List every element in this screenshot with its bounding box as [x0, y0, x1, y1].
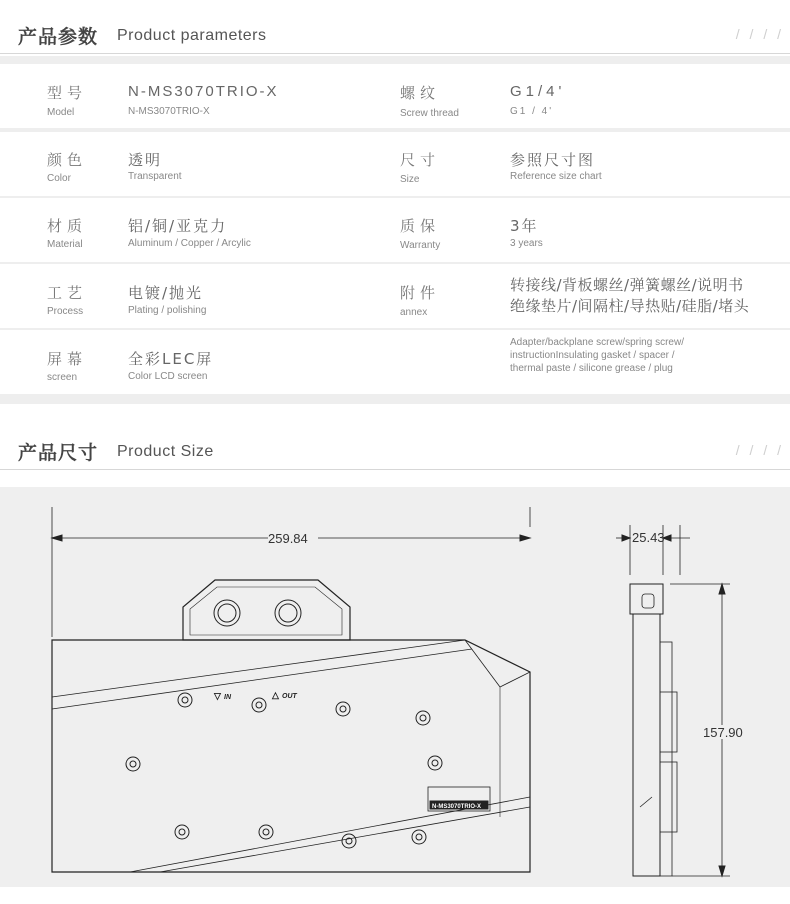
port-out-inner — [279, 604, 297, 622]
screen-label-zh: 屏幕 — [47, 350, 88, 368]
model-value-sub: N-MS3070TRIO-X — [128, 106, 210, 117]
side-port — [642, 594, 654, 608]
accent-line — [52, 640, 465, 697]
material-label-zh: 材质 — [47, 217, 88, 235]
annex-value-en-3: thermal paste / silicone grease / plug — [510, 363, 673, 374]
size-value-zh: 参照尺寸图 — [510, 151, 596, 169]
width-label: 259.84 — [268, 531, 308, 546]
thread-label-zh: 螺纹 — [400, 84, 441, 102]
color-value-en: Transparent — [128, 171, 182, 182]
nameplate-text: N-MS3070TRIO-X — [432, 804, 482, 810]
arrowhead — [719, 584, 725, 594]
height-label: 157.90 — [703, 725, 743, 740]
side-terminal — [630, 584, 663, 614]
model-value: N-MS3070TRIO-X — [128, 83, 279, 100]
terminal-inner — [190, 587, 342, 635]
warranty-value-en: 3 years — [510, 238, 543, 249]
process-label-en: Process — [47, 306, 84, 317]
color-value-zh: 透明 — [128, 151, 163, 169]
out-marker-icon: △ — [272, 690, 279, 700]
color-label-zh: 颜色 — [47, 151, 88, 169]
model-label-zh: 型号 — [47, 84, 88, 102]
side-gpu — [660, 642, 672, 876]
material-value-zh: 铝/铜/亚克力 — [128, 217, 228, 235]
screen-value-zh: 全彩LEC屏 — [128, 350, 214, 368]
annex-label-en: annex — [400, 307, 428, 318]
side-fitting — [660, 692, 677, 752]
thread-value-sub: G1 / 4' — [510, 106, 554, 117]
warranty-value-zh: 3年 — [510, 217, 539, 235]
side-fitting — [660, 762, 677, 832]
params-section-header — [0, 14, 790, 54]
params-title-zh: 产品参数 — [18, 26, 99, 48]
dimension-drawing — [0, 487, 790, 887]
accent-line — [500, 672, 530, 687]
color-label-en: Color — [47, 173, 71, 184]
screw-holes — [126, 693, 442, 848]
param-row-color — [0, 132, 790, 196]
process-value-en: Plating / polishing — [128, 305, 207, 316]
params-title-en: Product parameters — [117, 27, 267, 44]
arrowhead — [52, 535, 62, 541]
size-label-en: Size — [400, 174, 420, 185]
param-row-model — [0, 64, 790, 128]
thread-value: G1/4' — [510, 83, 566, 100]
param-row-material — [0, 198, 790, 262]
divider — [0, 469, 790, 470]
accent-line — [465, 640, 500, 687]
warranty-label-en: Warranty — [400, 240, 441, 251]
annex-value-en-2: instructionInsulating gasket / spacer / — [510, 350, 675, 361]
screen-value-en: Color LCD screen — [128, 371, 208, 382]
decorative-slashes: / / / / — [735, 442, 784, 458]
divider — [0, 53, 790, 54]
model-label-en: Model — [47, 107, 75, 118]
thread-label-en: Screw thread — [400, 108, 459, 119]
arrowhead — [719, 866, 725, 876]
size-label-zh: 尺寸 — [400, 151, 441, 169]
arrowhead — [622, 535, 630, 541]
in-marker-icon: ▽ — [214, 691, 221, 701]
screen-label-en: screen — [47, 372, 78, 383]
size-value-en: Reference size chart — [510, 171, 602, 182]
arrowhead — [520, 535, 530, 541]
side-block — [633, 614, 660, 876]
size-title-en: Product Size — [117, 443, 214, 460]
annex-label-zh: 附件 — [400, 284, 441, 302]
terminal-outline — [183, 580, 350, 640]
size-section-header — [0, 430, 790, 470]
thickness-label: 25.43 — [632, 530, 665, 545]
annex-value-en-1: Adapter/backplane screw/spring screw/ — [510, 337, 684, 348]
accent-line — [640, 797, 652, 807]
accent-line — [160, 807, 530, 872]
material-label-en: Material — [47, 239, 83, 250]
param-row-screen — [0, 330, 790, 394]
annex-value-zh-2: 绝缘垫片/间隔柱/导热贴/硅脂/堵头 — [510, 297, 750, 315]
port-in-label: IN — [224, 694, 231, 701]
param-row-process — [0, 264, 790, 328]
decorative-slashes: / / / / — [735, 26, 784, 42]
warranty-label-zh: 质保 — [400, 217, 441, 235]
process-label-zh: 工艺 — [47, 284, 88, 302]
material-value-en: Aluminum / Copper / Arcylic — [128, 238, 251, 249]
size-title-zh: 产品尺寸 — [18, 442, 99, 464]
port-in-inner — [218, 604, 236, 622]
dimension-drawing-area — [0, 487, 790, 887]
process-value-zh: 电镀/抛光 — [128, 284, 204, 302]
accent-line — [52, 649, 472, 709]
annex-value-zh-1: 转接线/背板螺丝/弹簧螺丝/说明书 — [510, 276, 744, 294]
params-table — [0, 56, 790, 404]
port-out-label: OUT — [282, 693, 297, 700]
